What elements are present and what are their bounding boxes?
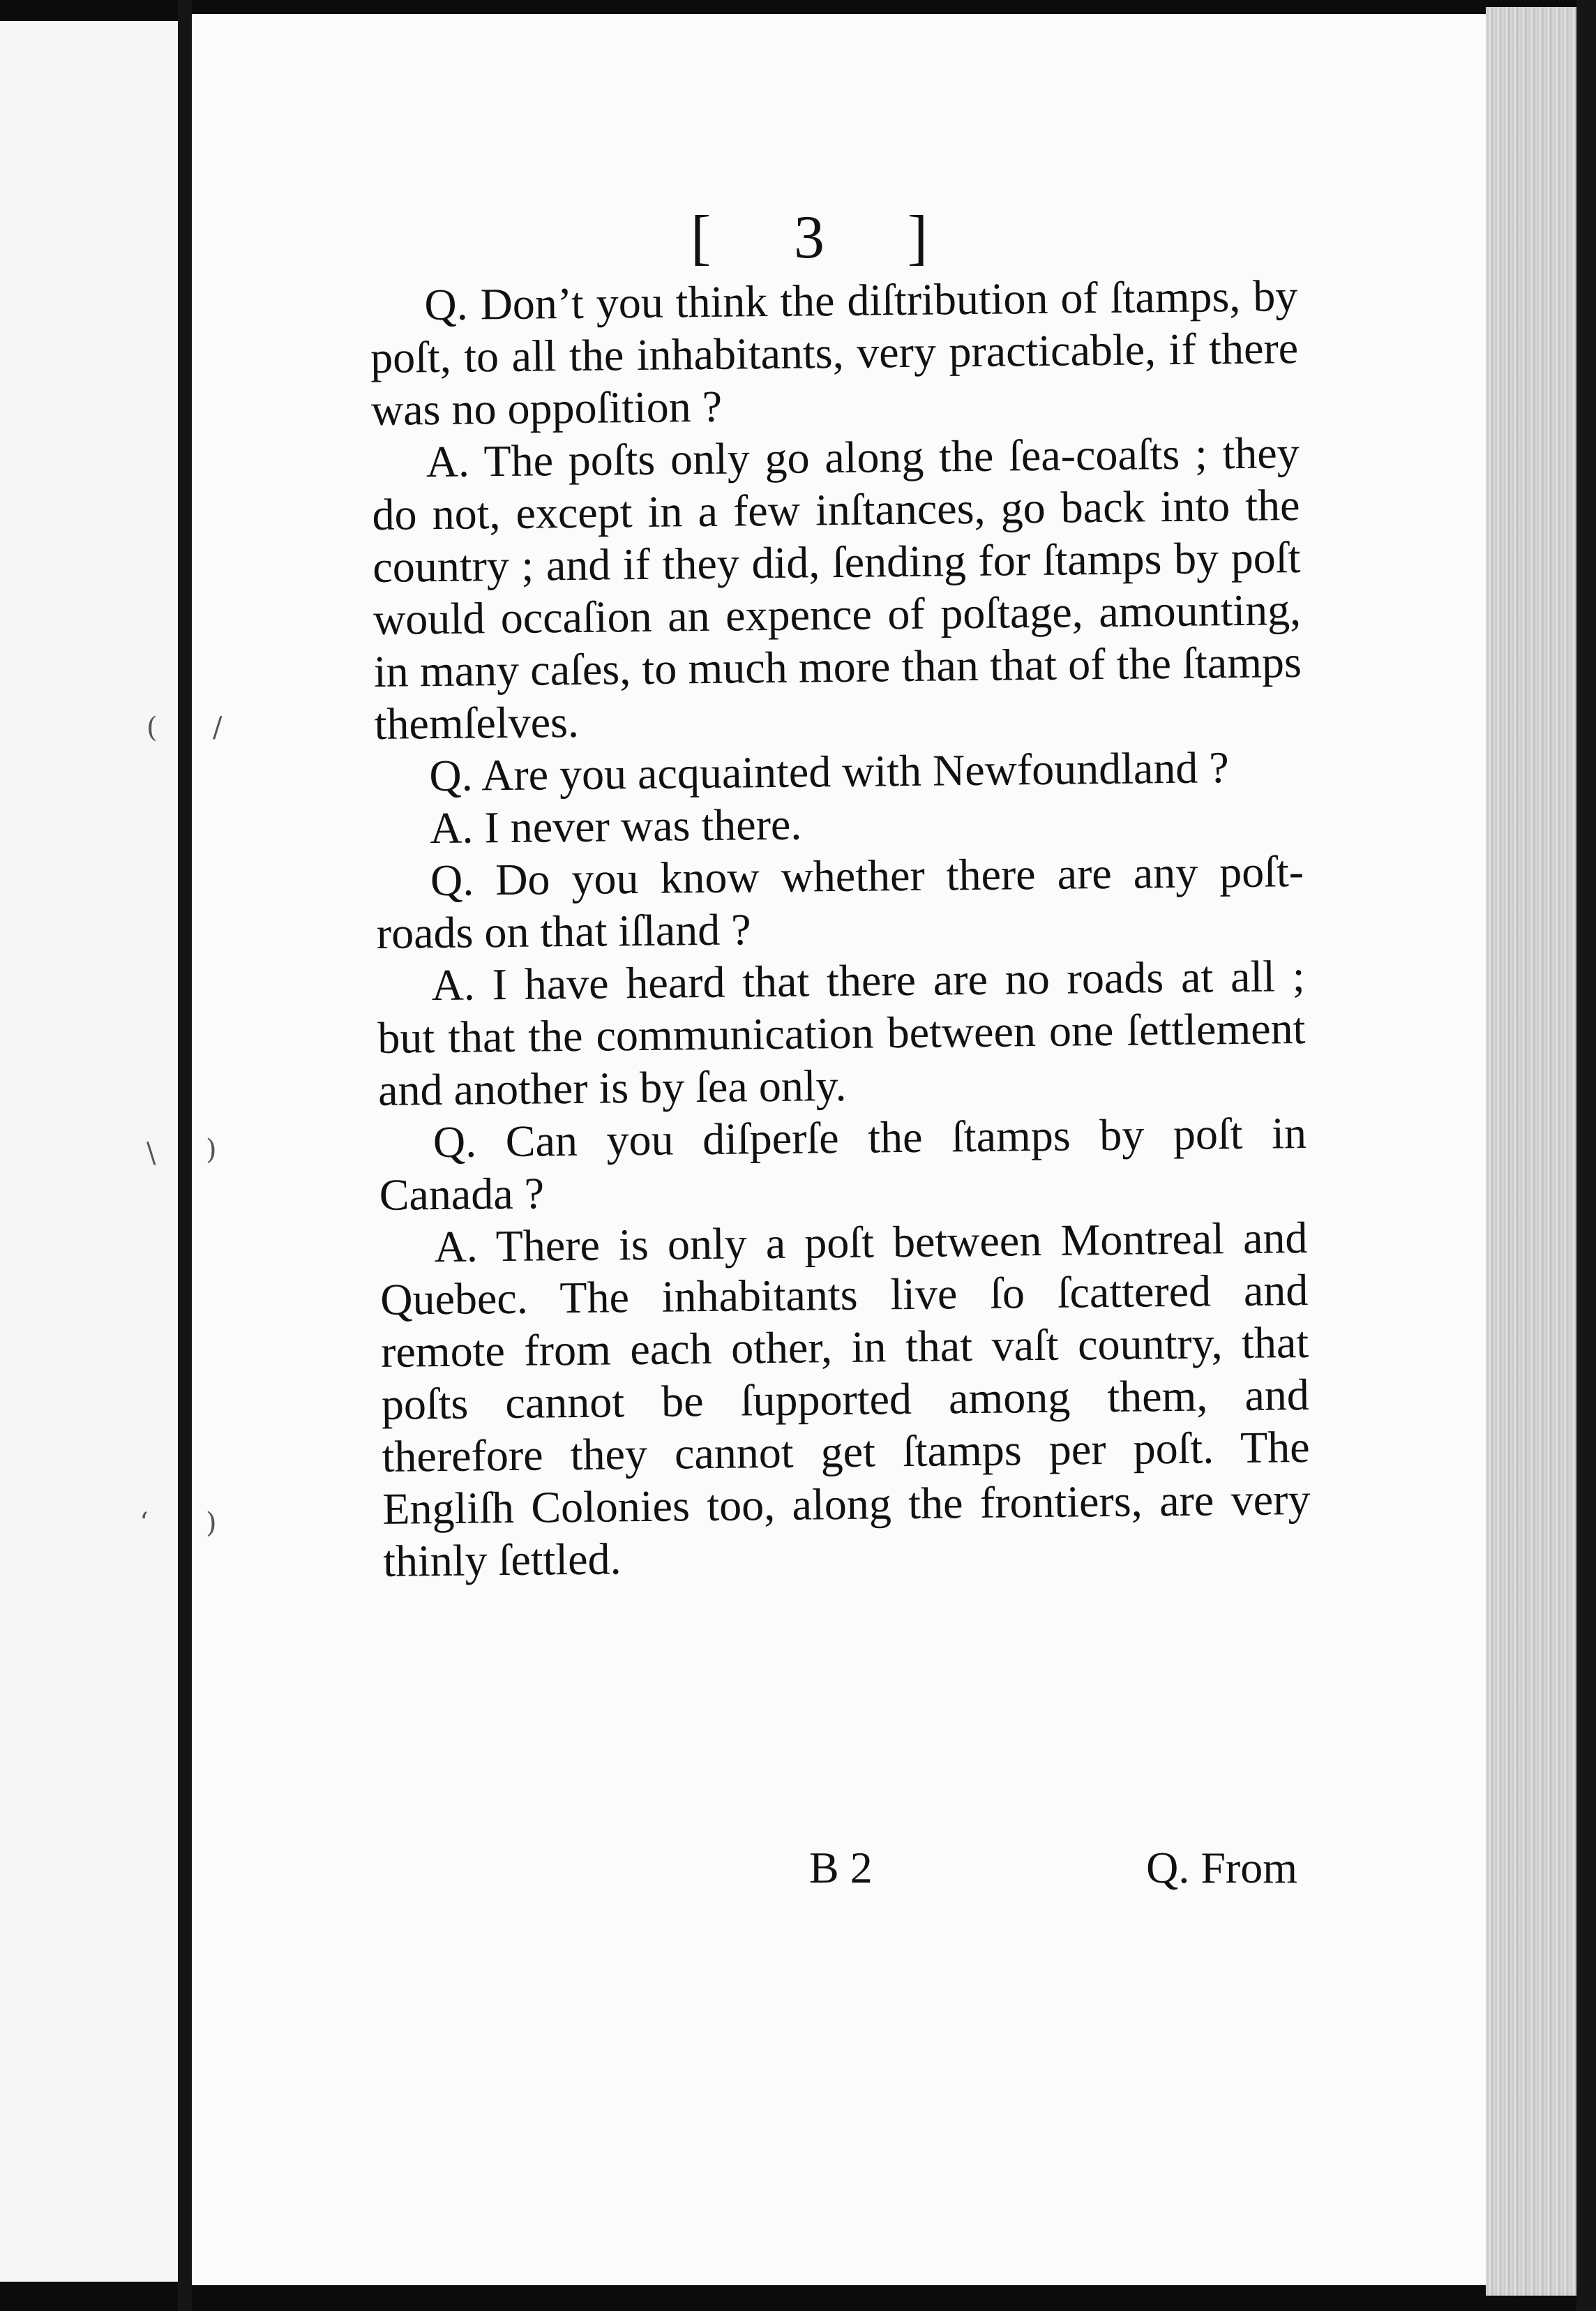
signature-mark: B 2 [809, 1843, 873, 1892]
question-paragraph: Q. Can you diſperſe the ſtamps by poſt in Canada ? [379, 1108, 1307, 1220]
show-through-mark: / [213, 712, 223, 744]
show-through-mark: ) [206, 1134, 217, 1166]
book-gutter [178, 0, 192, 2311]
show-through-mark: ) [206, 1507, 217, 1539]
running-head [691, 202, 928, 273]
page-fore-edge [1486, 7, 1576, 2296]
answer-paragraph: A. I have heard that there are no roads at all ; but that the communication between one ſettlement and another is by ſea only. [377, 951, 1306, 1115]
answer-paragraph: A. I never was there. [429, 799, 802, 853]
show-through-mark: ( [146, 712, 158, 744]
question-paragraph: Q. Don’t you think the diſtribution of ſtamps, by poſt, to all the inhabitants, very practicable, if there was no oppoſition ? [370, 271, 1299, 435]
answer-paragraph: A. The poſts only go along the ſea-coaſts ; they do not, except in a few inſtances, go back into the country ; and if they did, ſending for ſtamps by poſt would occaſion an expence of poſtage, amounting, in many caſes, to much more than that of the ſtamps themſelves. [372, 428, 1302, 749]
question-paragraph: Q. Are you acquainted with Newfoundland ? [429, 742, 1230, 801]
body-text [370, 269, 1311, 1587]
question-paragraph: Q. Do you know whether there are any poſt-roads on that iſland ? [376, 846, 1304, 958]
page-number: 3 [794, 204, 825, 271]
catchword: Q. From [1146, 1843, 1297, 1892]
answer-paragraph: A. There is only a poſt between Montreal and Quebec. The inhabitants live ſo ſcattered and remote from each other, in that vaſt country, that poſts cannot be ſupported among them, and therefore they cannot get ſtamps per poſt. The Engliſh Colonies too, along the frontiers, are very thinly ſettled. [379, 1212, 1311, 1586]
right-bracket: ] [907, 204, 928, 271]
left-bracket: [ [691, 204, 712, 271]
scan-border [1576, 0, 1596, 2311]
show-through-mark: \ [146, 1137, 156, 1169]
show-through-mark: ‘ [140, 1507, 149, 1539]
